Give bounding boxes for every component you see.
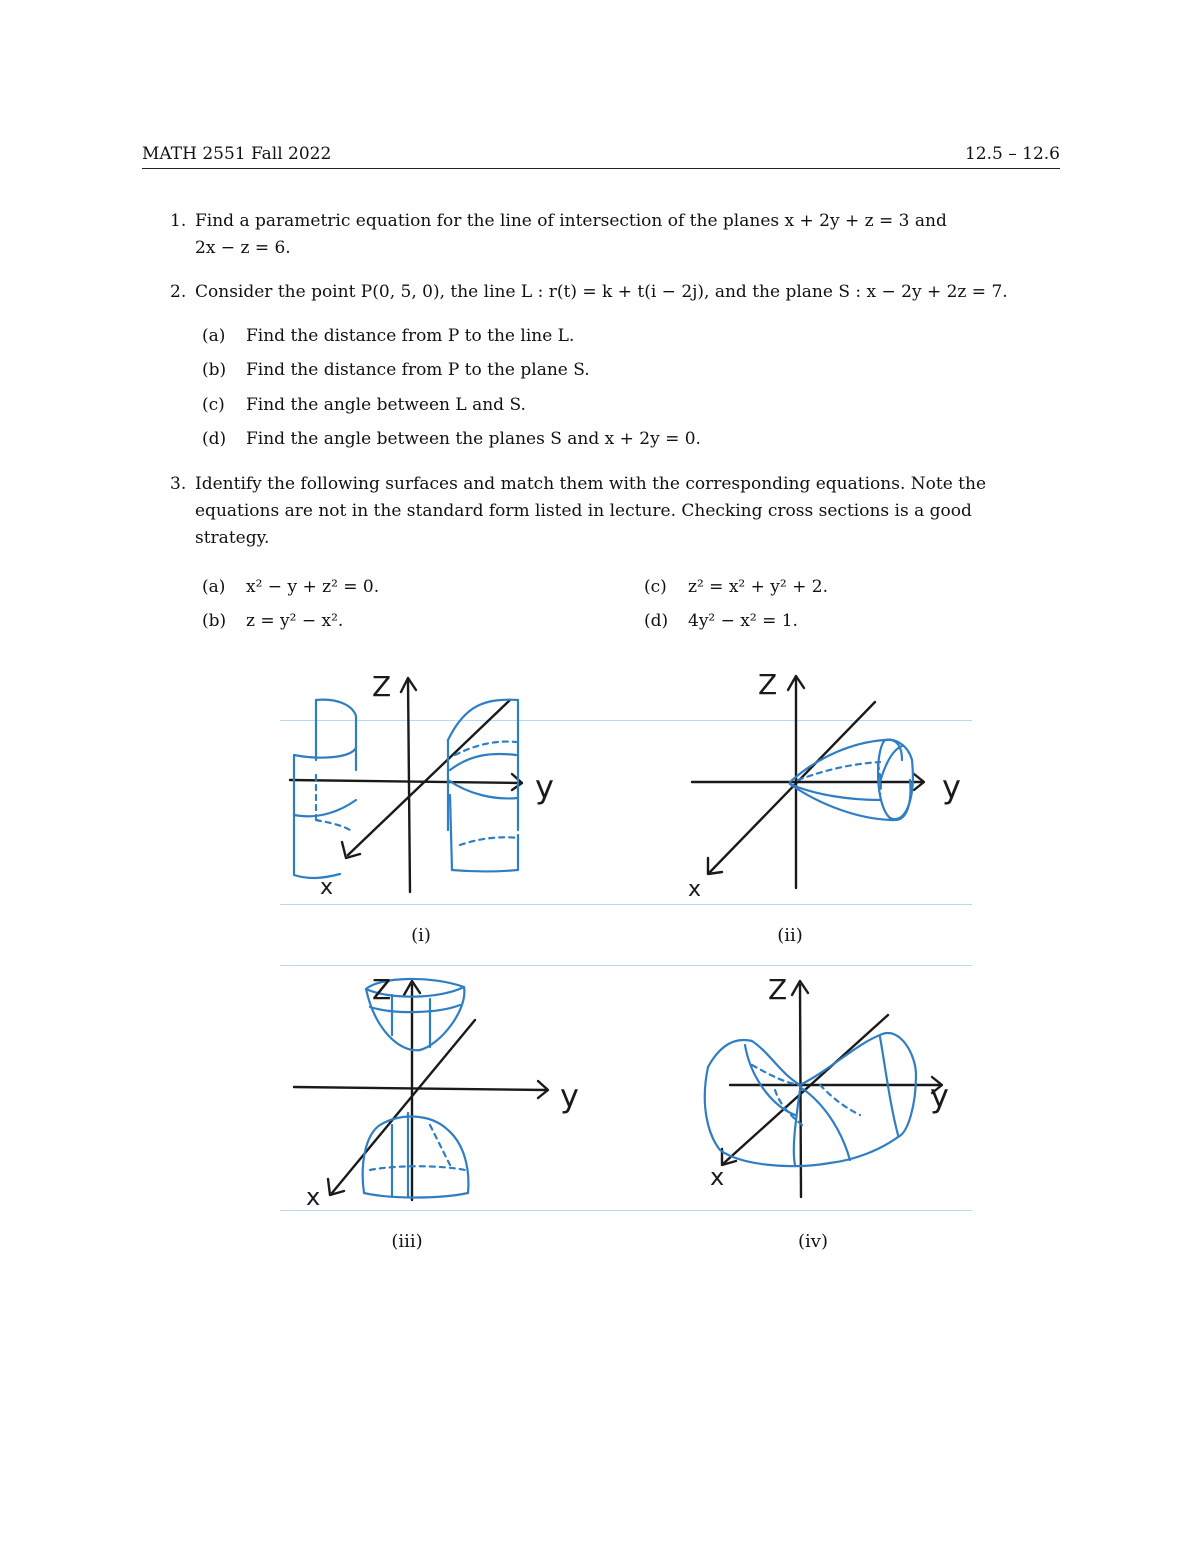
part-text: 4y² − x² = 1. <box>688 611 798 631</box>
section-range: 12.5 – 12.6 <box>964 144 1060 164</box>
caption-ii: (ii) <box>777 925 803 946</box>
z-axis-label: Z <box>768 973 788 1006</box>
problem-3-number: 3. <box>170 474 187 494</box>
z-axis-label: Z <box>372 973 392 1006</box>
part-text: Find the angle between the planes S and x + 2y = 0. <box>246 429 701 449</box>
problem-3-line-3: strategy. <box>195 528 270 548</box>
figure-iv-hyperbolic-paraboloid-sketch <box>680 965 980 1210</box>
part-label: (b) <box>202 360 227 380</box>
axes <box>722 981 942 1197</box>
axes <box>290 678 522 892</box>
z-axis-label: Z <box>372 670 392 703</box>
x-axis-label: x <box>306 1183 321 1210</box>
part-label: (d) <box>644 611 669 631</box>
part-text: z = y² − x². <box>246 611 344 631</box>
problem-1-number: 1. <box>170 211 187 231</box>
course-title: MATH 2551 Fall 2022 <box>142 144 332 164</box>
y-axis-label: y <box>560 1077 579 1115</box>
part-text: Find the angle between L and S. <box>246 395 526 415</box>
problem-3a <box>202 573 379 601</box>
problem-1-line-2: 2x − z = 6. <box>195 238 291 258</box>
surface-strokes <box>705 1033 916 1166</box>
part-label: (a) <box>202 326 226 346</box>
problem-3-line-1: Identify the following surfaces and match them with the corresponding equations. Note the <box>195 474 986 494</box>
z-axis-label: Z <box>758 668 778 701</box>
problem-3-line-2: equations are not in the standard form listed in lecture. Checking cross sections is a good <box>195 501 972 521</box>
problem-2c <box>202 391 526 419</box>
surface-strokes <box>790 740 913 820</box>
part-label: (c) <box>202 395 225 415</box>
figure-iii-hyperboloid-two-sheets-sketch <box>280 965 600 1210</box>
figure-rule <box>280 1210 972 1211</box>
figure-ii-elliptic-paraboloid-sketch <box>680 660 980 900</box>
y-axis-label: y <box>942 768 961 806</box>
problem-2a <box>202 322 574 350</box>
problem-2d <box>202 425 701 453</box>
part-text: Find the distance from P to the plane S. <box>246 360 590 380</box>
part-text: Find the distance from P to the line L. <box>246 326 575 346</box>
part-label: (a) <box>202 577 226 597</box>
problem-2b <box>202 356 590 384</box>
problem-3b <box>202 607 343 635</box>
problem-3d <box>644 607 798 635</box>
x-axis-label: x <box>320 875 334 900</box>
part-label: (b) <box>202 611 227 631</box>
x-axis-label: x <box>688 877 702 900</box>
part-label: (c) <box>644 577 667 597</box>
problem-3c <box>644 573 828 601</box>
caption-iii: (iii) <box>391 1231 423 1252</box>
y-axis-label: y <box>535 768 554 806</box>
page-header <box>142 144 1060 169</box>
caption-iv: (iv) <box>798 1231 828 1252</box>
figure-rule <box>280 904 972 905</box>
problem-1-line-1: Find a parametric equation for the line of intersection of the planes x + 2y + z = 3 and <box>195 211 947 231</box>
problem-2-number: 2. <box>170 282 187 302</box>
x-axis-label: x <box>710 1163 725 1191</box>
axes <box>692 676 924 888</box>
surface-strokes <box>294 700 518 878</box>
part-text: z² = x² + y² + 2. <box>688 577 828 597</box>
caption-i: (i) <box>411 925 431 946</box>
part-text: x² − y + z² = 0. <box>246 577 380 597</box>
y-axis-label: y <box>930 1077 949 1115</box>
problem-2-text: Consider the point P(0, 5, 0), the line L : r(t) = k + t(i − 2j), and the plane S : x − 2y + 2z = 7. <box>195 282 1008 302</box>
figure-i-hyperbolic-cylinder-sketch <box>280 660 580 900</box>
part-label: (d) <box>202 429 227 449</box>
